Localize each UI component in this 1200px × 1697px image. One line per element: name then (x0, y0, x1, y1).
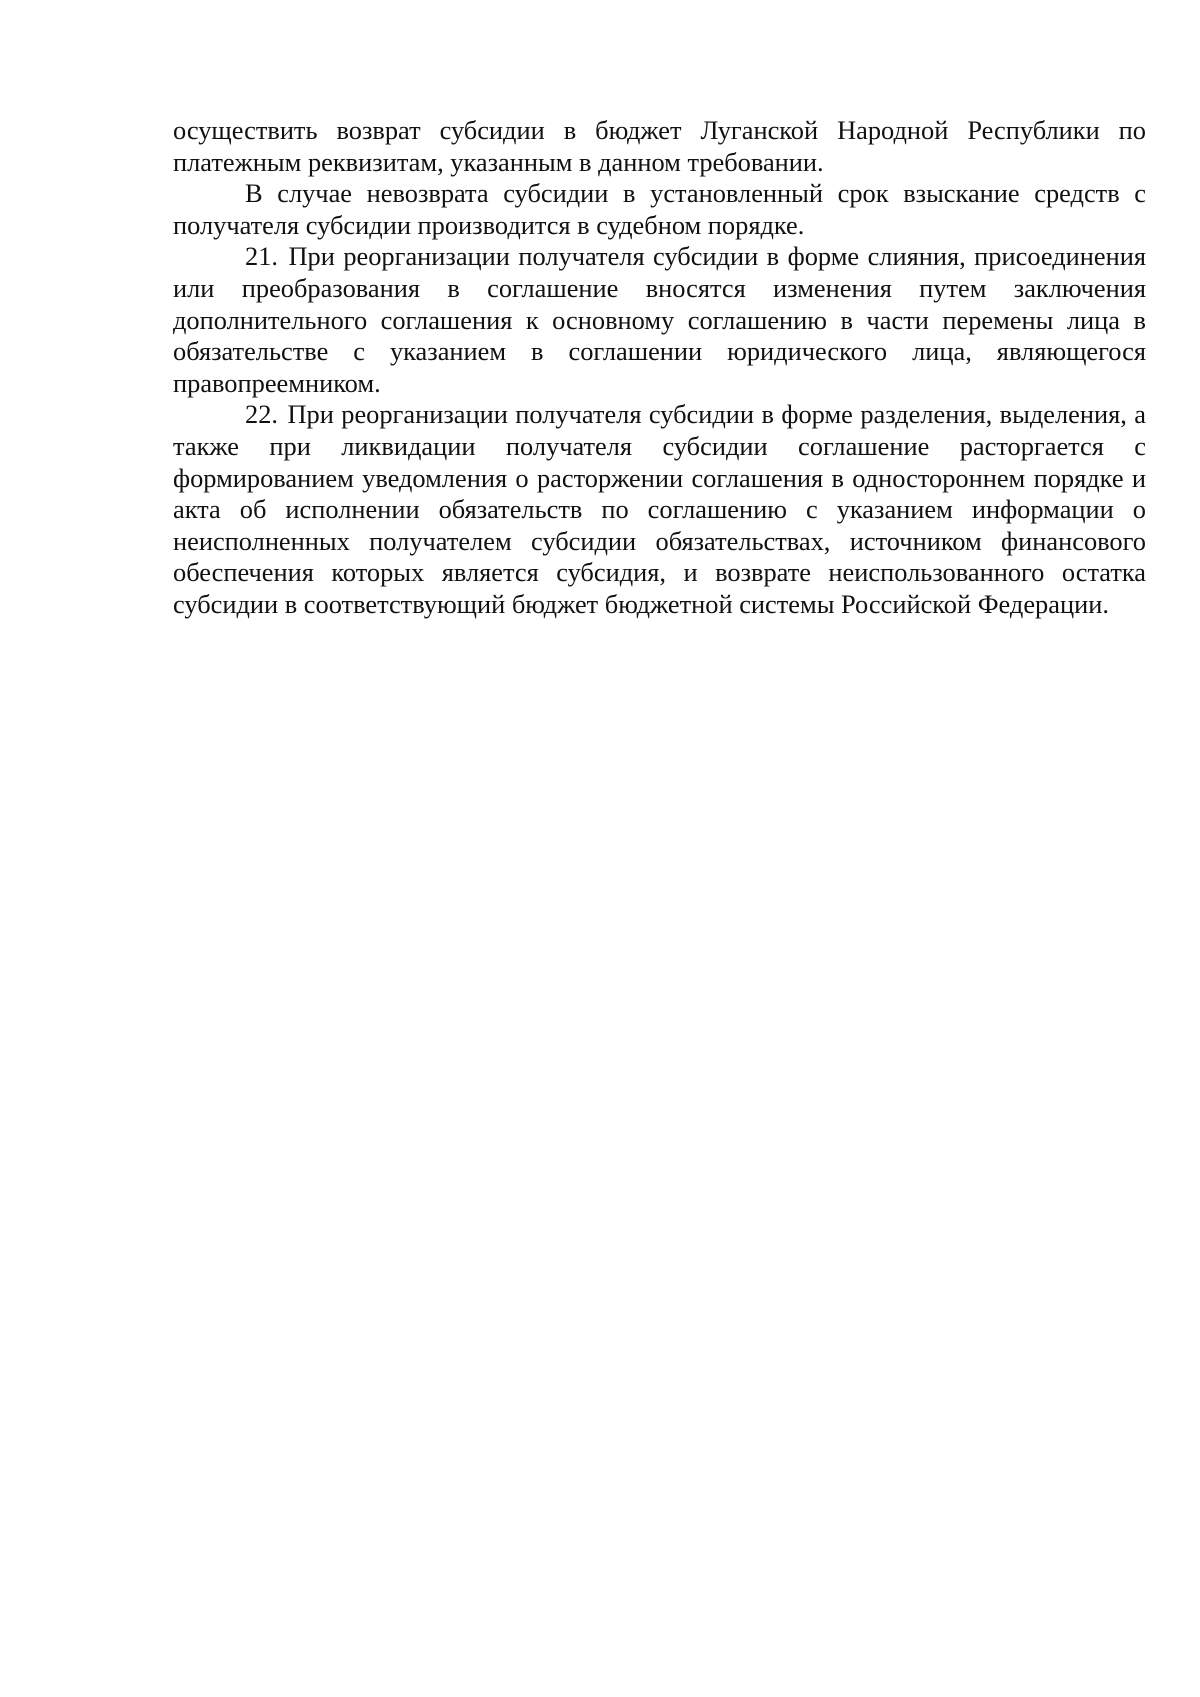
paragraph-text: осуществить возврат субсидии в бюджет Луганской Народной Республики по платежным реквизитам, указанным в данном требовании. (173, 115, 1146, 177)
paragraph-non-refund-recovery (173, 178, 1146, 241)
paragraph-text: При реорганизации получателя субсидии в форме слияния, присоединения или преобразования в соглашение вносятся изменения путем заключения дополнительного соглашения к основному соглашению в части перемены лица в обязательстве с указанием в соглашении юридического лица, являющегося правопреемником. (173, 241, 1146, 398)
paragraph-item-21 (173, 241, 1146, 399)
paragraph-text: В случае невозврата субсидии в установленный срок взыскание средств с получателя субсидии производится в судебном порядке. (173, 178, 1146, 240)
paragraph-text: При реорганизации получателя субсидии в форме разделения, выделения, а также при ликвидации получателя субсидии соглашение расторгается с формированием уведомления о расторжении соглашения в одностороннем порядке и акта об исполнении обязательств по соглашению с указанием информации о неисполненных получателем субсидии обязательствах, источником финансового обеспечения которых является субсидия, и возврате неиспользованного остатка субсидии в соответствующий бюджет бюджетной системы Российской Федерации. (173, 399, 1146, 619)
document-body (173, 115, 1146, 621)
paragraph-refund-continuation (173, 115, 1146, 178)
item-number: 21. (245, 241, 278, 272)
item-number: 22. (245, 399, 278, 430)
paragraph-item-22 (173, 399, 1146, 620)
